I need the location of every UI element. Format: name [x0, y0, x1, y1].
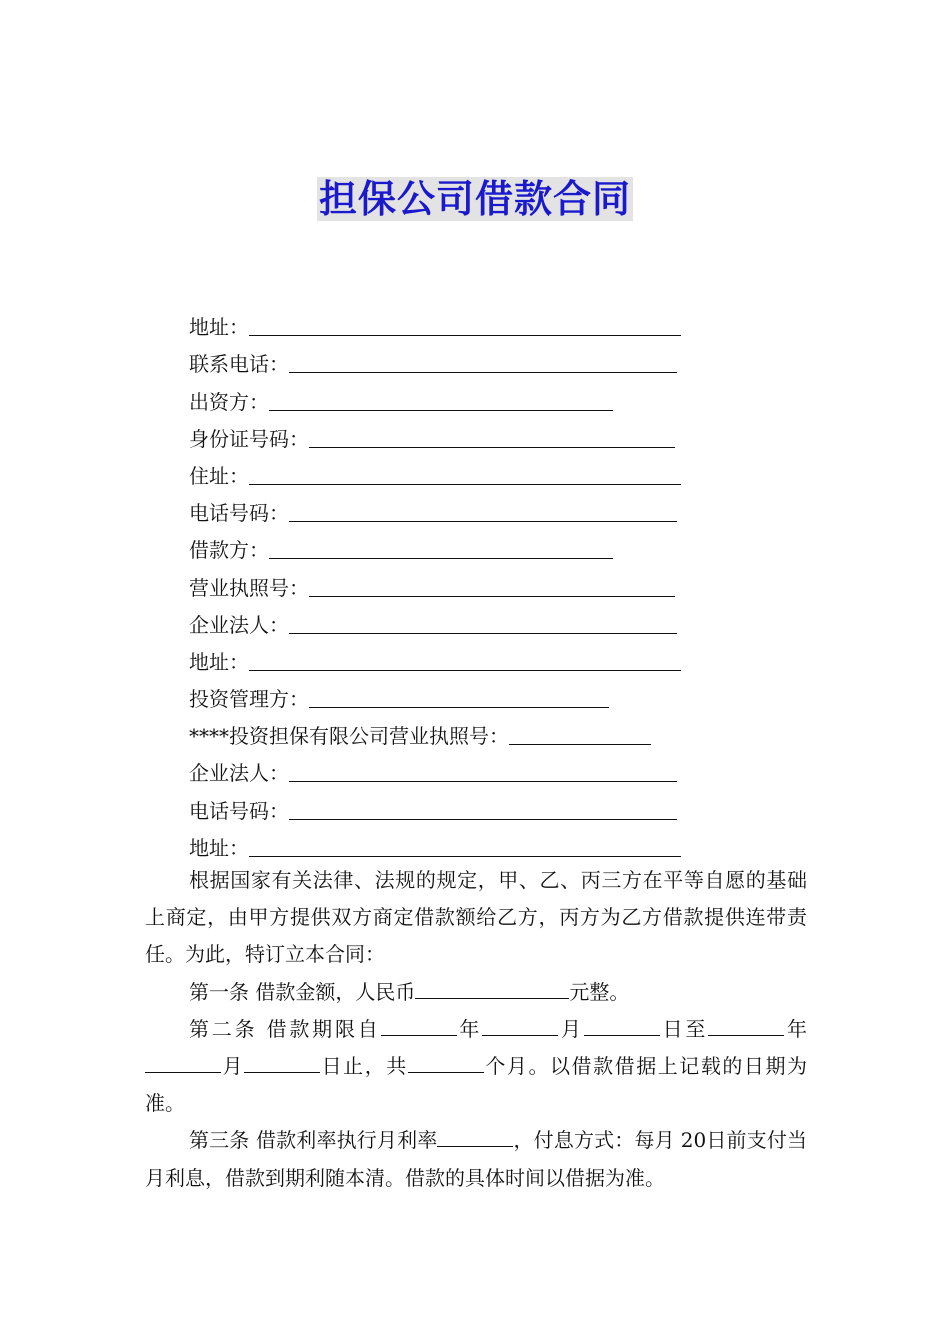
month-label: 月 [558, 1016, 584, 1041]
field-label: 地址： [189, 315, 249, 340]
article-3-text: ，付息方式：每月 [513, 1128, 675, 1153]
field-label: 电话号码： [189, 501, 289, 526]
blank-line[interactable] [249, 836, 681, 857]
start-month-blank[interactable] [482, 1017, 558, 1036]
blank-line[interactable] [509, 724, 651, 745]
article-1-prefix: 第一条 借款金额，人民币 [189, 979, 416, 1004]
end-year-blank[interactable] [708, 1017, 784, 1036]
blank-line[interactable] [249, 315, 681, 336]
field-label: 住址： [189, 463, 249, 488]
end-day-blank[interactable] [244, 1054, 320, 1073]
article-1 [145, 974, 807, 1011]
blank-line[interactable] [289, 799, 677, 820]
blank-line[interactable] [309, 687, 609, 708]
start-year-blank[interactable] [381, 1017, 457, 1036]
blank-line[interactable] [289, 501, 677, 522]
field-label: 投资管理方： [189, 687, 309, 712]
end-month-blank[interactable] [145, 1054, 221, 1073]
blank-line[interactable] [269, 390, 613, 411]
article-2-tail: 个月。以借款借据上记载的日期为准。 [145, 1054, 808, 1116]
field-investment-manager [189, 675, 689, 712]
field-label: 出资方： [189, 389, 269, 414]
year-label: 年 [456, 1016, 483, 1041]
blank-line[interactable] [309, 427, 675, 448]
year-label: 年 [784, 1016, 808, 1041]
field-contact-phone [189, 340, 689, 377]
months-blank[interactable] [408, 1054, 484, 1073]
article-3 [145, 1122, 807, 1196]
field-address-2 [189, 638, 689, 675]
blank-line[interactable] [289, 352, 677, 373]
article-1-suffix: 元整。 [569, 979, 630, 1004]
field-borrower [189, 526, 689, 563]
article-2 [145, 1011, 807, 1123]
article-3-text: 日前支付当月利息，借款到期利随本清。借款的具体时间以借据为准。 [145, 1128, 808, 1190]
field-address-1 [189, 303, 689, 340]
document-title [0, 175, 950, 223]
interest-rate-blank[interactable] [437, 1128, 513, 1147]
field-label: 营业执照号： [189, 575, 309, 600]
blank-line[interactable] [309, 576, 675, 597]
field-investor [189, 377, 689, 414]
start-day-blank[interactable] [584, 1017, 660, 1036]
payment-day-number: 20 [680, 1128, 707, 1153]
field-address-3 [189, 824, 689, 861]
amount-blank[interactable] [415, 980, 569, 999]
field-label: ****投资担保有限公司营业执照号： [189, 724, 509, 749]
field-label: 电话号码： [189, 798, 289, 823]
article-2-text: 第二条 借款期限自 [189, 1016, 381, 1041]
field-legal-person-2 [189, 749, 689, 786]
contract-body [145, 862, 807, 1197]
field-business-license-1 [189, 563, 689, 600]
field-residence [189, 452, 689, 489]
field-label: 地址： [189, 649, 249, 674]
field-label: 联系电话： [189, 352, 289, 377]
preamble-paragraph: 根据国家有关法律、法规的规定，甲、乙、丙三方在平等自愿的基础上商定，由甲方提供双方商定借款额给乙方，丙方为乙方借款提供连带责任。为此，特订立本合同： [145, 868, 807, 967]
field-label: 身份证号码： [189, 426, 309, 451]
field-label: 企业法人： [189, 761, 289, 786]
blank-line[interactable] [289, 613, 677, 634]
field-label: 企业法人： [189, 612, 289, 637]
article-3-text: 第三条 借款利率执行月利率 [189, 1128, 438, 1153]
field-phone-1 [189, 489, 689, 526]
month-label: 月 [221, 1054, 245, 1079]
field-label: 地址： [189, 835, 249, 860]
party-info-fields [189, 303, 689, 861]
blank-line[interactable] [269, 538, 613, 559]
document-title-text: 担保公司借款合同 [318, 177, 631, 221]
field-id-number [189, 415, 689, 452]
field-label: 借款方： [189, 538, 269, 563]
field-legal-person-1 [189, 601, 689, 638]
field-phone-2 [189, 786, 689, 823]
blank-line[interactable] [249, 650, 681, 671]
day-label: 日止，共 [320, 1054, 408, 1079]
day-label: 日至 [659, 1016, 709, 1041]
blank-line[interactable] [289, 761, 677, 782]
blank-line[interactable] [249, 464, 681, 485]
field-guarantor-license [189, 712, 689, 749]
